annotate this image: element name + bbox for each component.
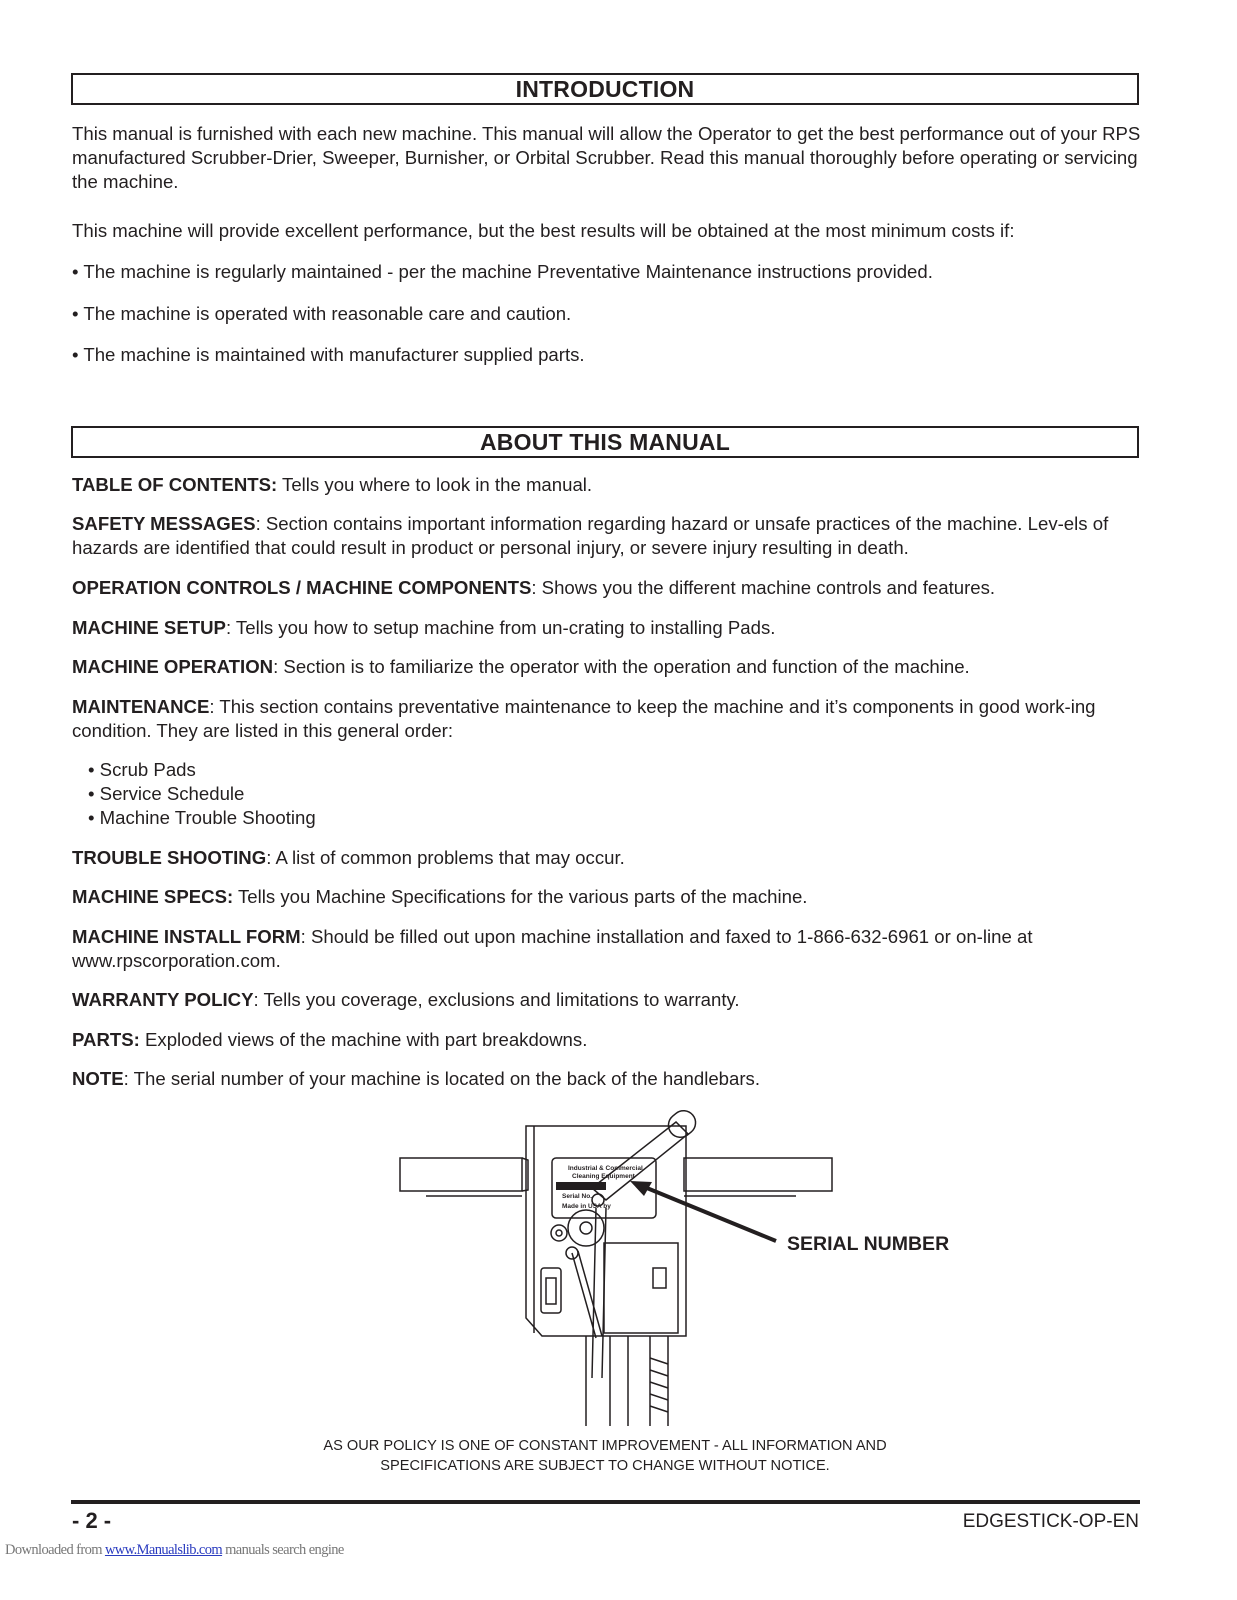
about-item-note: NOTE: The serial number of your machine is located on the back of the handlebars. xyxy=(72,1068,761,1089)
about-item-machine-specs: MACHINE SPECS: Tells you Machine Specifications for the various parts of the machine. xyxy=(72,886,808,907)
about-item-maintenance: MAINTENANCE: This section contains preventative maintenance to keep the machine and it’s components in good work-ing condition. They are listed in this general order: xyxy=(72,696,1096,741)
plate-text-line2: Cleaning Equipment xyxy=(572,1173,635,1180)
right-handlebar-shape xyxy=(684,1158,832,1191)
serial-pointer-arrow xyxy=(642,1186,776,1241)
manualslib-link[interactable]: www.Manualslib.com xyxy=(104,1542,223,1558)
intro-paragraph-1: This manual is furnished with each new machine. This manual will allow the Operator to get the best performance out of your RPS manufactured Scrubber-Drier, Sweeper, Burnisher, or Orbital Scrubber. Read this manual thoroughly before operating or servicing the machine. xyxy=(72,123,1141,192)
about-item-operation-controls: OPERATION CONTROLS / MACHINE COMPONENTS: Shows you the different machine controls and features. xyxy=(72,577,996,598)
list-item: • Machine Trouble Shooting xyxy=(88,807,316,828)
intro-paragraph-2: This machine will provide excellent performance, but the best results will be obtained at the most minimum costs if: xyxy=(72,220,1015,241)
about-item-safety-messages: SAFETY MESSAGES: Section contains important information regarding hazard or unsafe practices of the machine. Lev-els of hazards are identified that could result in product or personal injury, or severe injury resulting in death. xyxy=(72,513,1109,558)
download-credit: Downloaded from www.Manualslib.com manuals search engine xyxy=(5,1542,344,1558)
about-item-parts: PARTS: Exploded views of the machine with part breakdowns. xyxy=(72,1029,588,1050)
notice-line-1: AS OUR POLICY IS ONE OF CONSTANT IMPROVEMENT - ALL INFORMATION AND xyxy=(323,1438,887,1454)
serial-number-label: SERIAL NUMBER xyxy=(787,1233,950,1255)
machine-handlebar-illustration xyxy=(396,1108,956,1428)
intro-bullet-operated: • The machine is operated with reasonable care and caution. xyxy=(72,303,572,324)
plate-text-line3: Serial No. xyxy=(562,1193,592,1200)
left-handlebar-shape xyxy=(400,1158,522,1191)
footer-divider xyxy=(71,1500,1140,1504)
list-item: • Service Schedule xyxy=(88,783,245,804)
policy-notice xyxy=(250,1436,960,1476)
intro-bullet-maintained: • The machine is regularly maintained - per the machine Preventative Maintenance instructions provided. xyxy=(72,261,933,282)
maintenance-order-list xyxy=(88,758,316,830)
document-code: EDGESTICK-OP-EN xyxy=(962,1511,1139,1532)
about-item-machine-setup: MACHINE SETUP: Tells you how to setup machine from un-crating to installing Pads. xyxy=(72,617,776,638)
notice-line-2: SPECIFICATIONS ARE SUBJECT TO CHANGE WITHOUT NOTICE. xyxy=(380,1458,830,1474)
about-item-table-of-contents: TABLE OF CONTENTS: Tells you where to look in the manual. xyxy=(72,474,593,495)
about-manual-heading: ABOUT THIS MANUAL xyxy=(71,426,1139,458)
introduction-heading: INTRODUCTION xyxy=(71,73,1139,105)
plate-text-line4: Made in USA by xyxy=(562,1203,611,1210)
about-item-machine-operation: MACHINE OPERATION: Section is to familiarize the operator with the operation and function of the machine. xyxy=(72,656,970,677)
page-number: - 2 - xyxy=(72,1508,112,1533)
list-item: • Scrub Pads xyxy=(88,759,196,780)
about-item-trouble-shooting: TROUBLE SHOOTING: A list of common problems that may occur. xyxy=(72,847,625,868)
intro-bullet-parts: • The machine is maintained with manufacturer supplied parts. xyxy=(72,344,585,365)
plate-text-line1: Industrial & Commercial xyxy=(568,1165,643,1172)
about-item-install-form: MACHINE INSTALL FORM: Should be filled out upon machine installation and faxed to 1-866-632-6961 or on-line at www.rpscorporation.com. xyxy=(72,926,1033,971)
about-item-warranty-policy: WARRANTY POLICY: Tells you coverage, exclusions and limitations to warranty. xyxy=(72,989,740,1010)
